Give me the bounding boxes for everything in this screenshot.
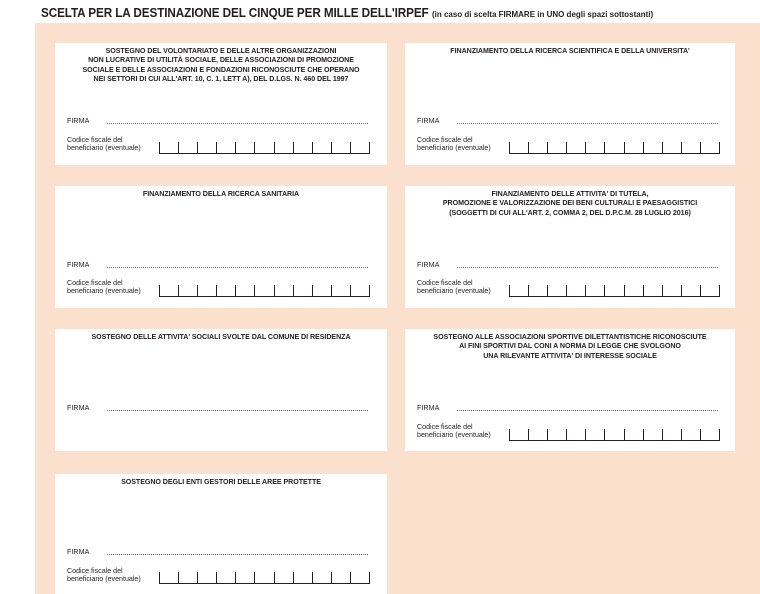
codice-fiscale-field[interactable]	[159, 285, 370, 297]
firma-label: FIRMA	[417, 403, 440, 412]
box-beni-culturali	[405, 186, 735, 308]
box-title: FINANZIAMENTO DELLA RICERCA SCIENTIFICA E DELLA UNIVERSITA'	[450, 47, 690, 55]
box-title: SOSTEGNO DEGLI ENTI GESTORI DELLE AREE PROTETTE	[121, 478, 321, 486]
firma-label: FIRMA	[417, 116, 440, 125]
cf-label: Codice fiscale del beneficiario (eventuale)	[67, 567, 141, 584]
signature-line[interactable]	[107, 410, 368, 411]
codice-fiscale-field[interactable]	[159, 572, 370, 584]
cf-label: Codice fiscale del beneficiario (eventuale)	[67, 279, 141, 296]
box-title: SOSTEGNO DEL VOLONTARIATO E DELLE ALTRE ORGANIZZAZIONI NON LUCRATIVE DI UTILITÀ SOCIALE, DELLE ASSOCIAZIONI DI PROMOZIONE SOCIALE E DELLE ASSOCIAZIONI E FONDAZIONI RICONOSCIUTE CHE OPERANO NEI SETTORI DI CUI ALL'ART. 10, C. 1, LETT A), DEL D.LGS. N. 460 DEL 1997	[82, 47, 360, 84]
box-aree-protette	[55, 474, 387, 594]
form-header	[41, 4, 760, 22]
cf-label: Codice fiscale del beneficiario (eventuale)	[67, 136, 141, 153]
codice-fiscale-field[interactable]	[509, 142, 720, 154]
firma-label: FIRMA	[67, 116, 90, 125]
firma-label: FIRMA	[67, 403, 90, 412]
cf-label: Codice fiscale del beneficiario (eventuale)	[417, 423, 491, 440]
signature-line[interactable]	[457, 123, 718, 124]
box-title: SOSTEGNO DELLE ATTIVITA' SOCIALI SVOLTE DAL COMUNE DI RESIDENZA	[91, 333, 351, 341]
cf-label: Codice fiscale del beneficiario (eventuale)	[417, 136, 491, 153]
signature-line[interactable]	[107, 123, 368, 124]
firma-label: FIRMA	[417, 260, 440, 269]
firma-label: FIRMA	[67, 547, 90, 556]
box-title: FINANZIAMENTO DELLE ATTIVITA' DI TUTELA, PROMOZIONE E VALORIZZAZIONE DEI BENI CULTURALI E PAESAGGISTICI (SOGGETTI DI CUI ALL'ART. 2, COMMA 2, DEL D.P.C.M. 28 LUGLIO 2016)	[442, 190, 698, 217]
form-title: SCELTA PER LA DESTINAZIONE DEL CINQUE PER MILLE DELL'IRPEF	[41, 6, 429, 20]
signature-line[interactable]	[107, 267, 368, 268]
box-volontariato	[55, 43, 387, 165]
signature-line[interactable]	[107, 554, 368, 555]
box-title: FINANZIAMENTO DELLA RICERCA SANITARIA	[142, 190, 300, 198]
codice-fiscale-field[interactable]	[509, 429, 720, 441]
codice-fiscale-field[interactable]	[509, 285, 720, 297]
signature-line[interactable]	[457, 410, 718, 411]
box-comune-residenza	[55, 329, 387, 451]
codice-fiscale-field[interactable]	[159, 142, 370, 154]
firma-label: FIRMA	[67, 260, 90, 269]
box-ricerca-sanitaria	[55, 186, 387, 308]
box-ricerca-scientifica	[405, 43, 735, 165]
box-associazioni-sportive	[405, 329, 735, 451]
cf-label: Codice fiscale del beneficiario (eventuale)	[417, 279, 491, 296]
box-title: SOSTEGNO ALLE ASSOCIAZIONI SPORTIVE DILETTANTISTICHE RICONOSCIUTE AI FINI SPORTIVI DAL CONI A NORMA DI LEGGE CHE SVOLGONO UNA RILEVANTE ATTIVITA' DI INTERESSE SOCIALE	[433, 333, 707, 360]
form-note: (in caso di scelta FIRMARE in UNO degli spazi sottostanti)	[432, 9, 654, 19]
signature-line[interactable]	[457, 267, 718, 268]
